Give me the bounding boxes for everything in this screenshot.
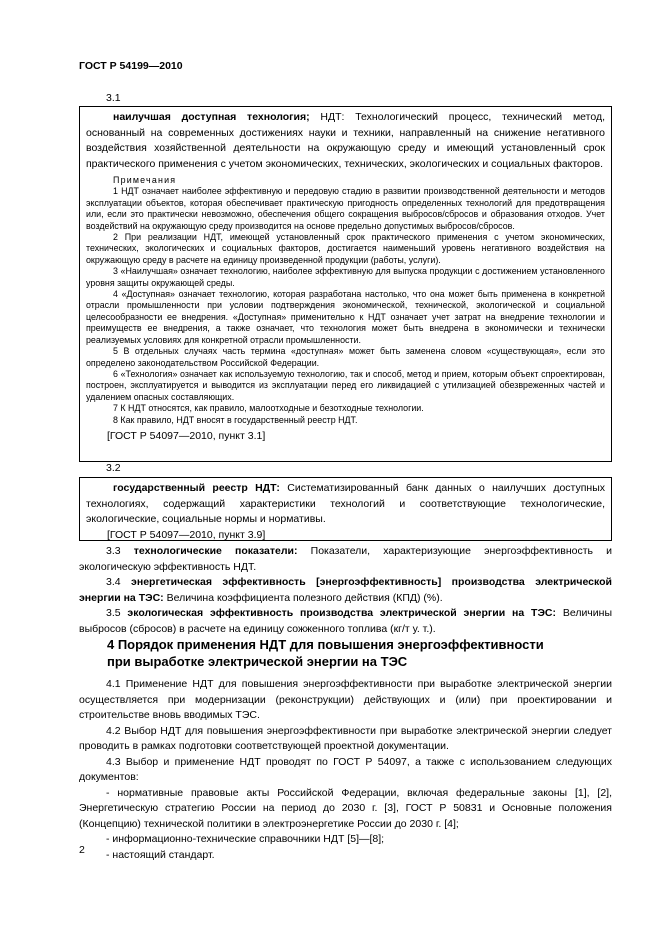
definition-3-3-text: Показатели, характеризующие энергоэффективность и экологическую эффективность НДТ.: [79, 545, 612, 573]
definition-3-5-text: Величины выбросов (сбросов) в расчете на единицу сожженного топлива (кг/т у. т.).: [79, 607, 612, 635]
item-3-3-number: 3.3: [106, 545, 134, 557]
item-3-2-number: 3.2: [106, 462, 121, 474]
term-3-4: энергетическая эффективность [энергоэффективность] производства электрической энергии на ТЭС:: [79, 576, 613, 604]
list-item: - информационно-технические справочники НДТ [5]—[8];: [106, 833, 385, 845]
definition-3-3: [79, 544, 612, 575]
definition-3-4-text: Величина коэффициента полезного действия (КПД) (%).: [163, 591, 443, 604]
page-number: 2: [79, 844, 85, 856]
definition-box-3-2: [79, 477, 612, 541]
definition-3-5: [79, 606, 612, 637]
source-3-2: [ГОСТ Р 54097—2010, пункт 3.9]: [107, 528, 266, 541]
definition-3-4: [79, 575, 612, 606]
term-3-5: экологическая эффективность производства электрической энергии на ТЭС:: [127, 607, 556, 619]
note-8: 8 Как правило, НДТ вносят в государственный реестр НДТ.: [113, 414, 358, 425]
notes-title: Примечания: [113, 175, 177, 185]
section-4-body: [79, 677, 612, 863]
item-3-1-number: 3.1: [106, 92, 121, 104]
definition-3-1: [86, 110, 605, 172]
note-4: 4 «Доступная» означает технологию, которая разработана настолько, что она может быть применена в конкретной отрасли промышленности при условии подтверждения экономической, технической, экологической и социальной целесообразности ее внедрения. «Доступная» применительно к НДТ означает учет затрат на внедрение технологии и преимуществ ее внедрения, а также означает, что технология может быть внедрена в экономически и технически реализуемых условиях для конкретной отрасли промышленности.: [86, 289, 605, 345]
term-3-2: государственный реестр НДТ:: [113, 482, 280, 494]
definition-box-3-1: [79, 106, 612, 462]
definition-3-2: [86, 481, 605, 528]
term-3-3: технологические показатели:: [133, 545, 298, 557]
document-header: ГОСТ Р 54199—2010: [79, 60, 183, 72]
note-7: 7 К НДТ относятся, как правило, малоотходные и безотходные технологии.: [113, 403, 424, 414]
note-6: 6 «Технология» означает как используемую технологию, так и способ, метод и прием, которым объект спроектирован, построен, эксплуатируется и выводится из эксплуатации перед его ликвидацией с утилизацией обезвреженных частей и удалением опасных составляющих.: [86, 368, 605, 402]
terms-3-3-to-3-5: [79, 544, 612, 637]
note-2: 2 При реализации НДТ, имеющей установленный срок практического применения с учетом экономических, технических, экологических и социальных факторов, достигается наименьший уровень негативного воздействия на окружающую среду в расчете на единицу произведенной продукции (работы, услуги).: [86, 232, 605, 265]
term-3-1: наилучшая доступная технология;: [113, 111, 310, 123]
section-4-title-line1: 4 Порядок применения НДТ для повышения энергоэффективности: [107, 637, 544, 652]
section-4-title-line2: при выработке электрической энергии на ТЭС: [107, 654, 408, 669]
section-4-title: [107, 636, 544, 670]
paragraph-4-3: 4.3 Выбор и применение НДТ проводят по ГОСТ Р 54097, а также с использованием следующих документов:: [79, 755, 612, 783]
item-3-4-number: 3.4: [106, 576, 132, 588]
list-item: - нормативные правовые акты Российской Федерации, включая федеральные законы [1], [2], Энергетическую стратегию России на период до 2030 г. [3], ГОСТ Р 50831 и Основные положения (Концепцию) технической политики в электроэнергетике России до 2030 г. [4];: [79, 786, 612, 830]
source-3-1: [ГОСТ Р 54097—2010, пункт 3.1]: [107, 429, 266, 442]
definition-3-2-text: Систематизированный банк данных о наилучших доступных технологиях, содержащий характеристики технологий и соответствующие технологические, экологические, социальные нормы и нормативы.: [86, 482, 605, 525]
note-5: 5 В отдельных случаях часть термина «доступная» может быть заменена словом «существующая», если это определено законодательством Российской Федерации.: [86, 346, 605, 368]
item-3-5-number: 3.5: [106, 607, 128, 619]
note-1: 1 НДТ означает наиболее эффективную и передовую стадию в развитии производственной деятельности и методов эксплуатации объектов, которая обеспечивает практическую пригодность определенных технологий для предотвращения или, если это практически невозможно, обеспечения общего сокращения выбросов/сбросов и образования отходов. Учет воздействий на окружающую среду производится на основе предельно допустимых выбросов/сбросов.: [86, 186, 605, 231]
paragraph-4-2: 4.2 Выбор НДТ для повышения энергоэффективности при выработке электрической энергии следует проводить в рамках подготовки соответствующей проектной документации.: [79, 724, 612, 752]
paragraph-4-1: 4.1 Применение НДТ для повышения энергоэффективности при выработке электрической энергии осуществляется при модернизации (реконструкции) действующих и (или) при проектировании и строительстве вновь вводимых ТЭС.: [79, 678, 612, 721]
list-item: - настоящий стандарт.: [106, 848, 215, 861]
definition-3-1-text: НДТ: Технологический процесс, технический метод, основанный на современных достижениях науки и техники, направленный на снижение негативного воздействия хозяйственной деятельности на окружающую среду и имеющий установленный срок практического применения с учетом экономических, технических, экологических и социальных факторов.: [86, 111, 605, 170]
note-3: 3 «Наилучшая» означает технологию, наиболее эффективную для выпуска продукции с достижением установленного уровня защиты окружающей среды.: [86, 266, 605, 288]
